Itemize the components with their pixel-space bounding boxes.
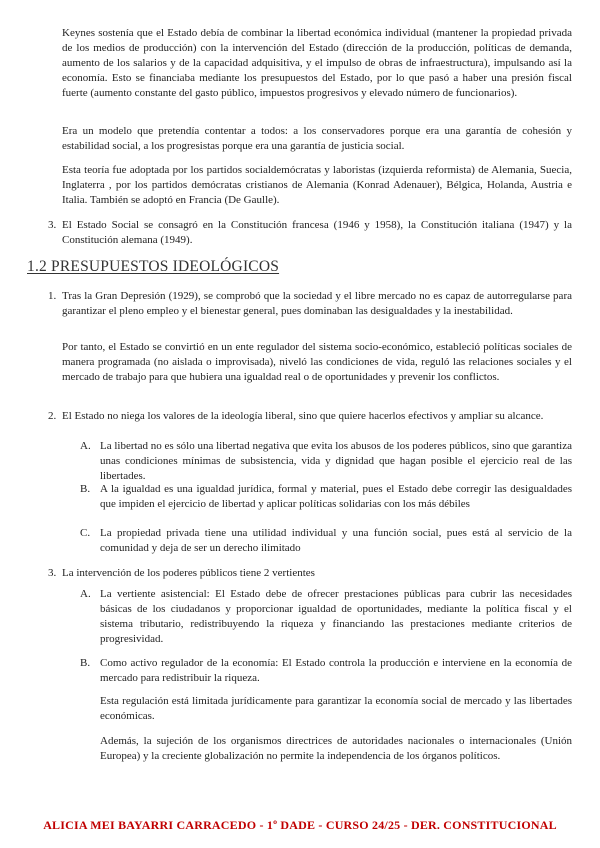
sub-letter: C. xyxy=(80,527,91,539)
keynes-paragraph: Keynes sostenía que el Estado debía de combinar la libertad económica individual (mantener la propiedad privada de los medios de producción) con la intervención del Estado (dirección de la producción, políticas de demanda, aumento de los salarios y de la capacidad adquisitiva, y el impulso de obras de infraestructura), impulsando así la economía. Esto se financiaba mediante los presupuestos del Estado, por lo que pasó a haber una presión fiscal fuerte (aumento constante del gasto público, impuestos progresivos y elevado número de funcionarios). xyxy=(62,27,572,99)
subjection-paragraph: Además, la sujeción de los organismos directrices de autoridades nacionales o internacionales (Unión Europea) y la creciente globalización no permite la independencia de los órganos políticos. xyxy=(100,735,572,762)
section-heading: 1.2 PRESUPUESTOS IDEOLÓGICOS xyxy=(27,258,280,275)
assistance-sub-item: La vertiente asistencial: El Estado debe de ofrecer prestaciones públicas para cubrir las necesidades básicas de los ciudadanos y proporcionar igualdad de oportunidades, mediante la política fiscal y el sistema tributario, redistribuyendo la riqueza y financiando las prestaciones mediante criterios de progresividad. xyxy=(100,588,572,645)
regulator-paragraph: Por tanto, el Estado se convirtió en un ente regulador del sistema socio-económico, estableció políticas sociales de manera programada (no aislada o improvisada), niveló las condiciones de vida, reguló las relaciones sociales y el mercado de trabajo para que hubiera una igualdad real o de oportunidades y prevenir los conflictos. xyxy=(62,341,572,383)
list-number: 1. xyxy=(48,290,57,302)
property-sub-item: La propiedad privada tiene una utilidad individual y una función social, pues está al servicio de la comunidad y deja de ser un derecho ilimitado xyxy=(100,527,572,554)
equality-sub-item: A la igualdad es una igualdad jurídica, formal y material, pues el Estado debe corregir las desigualdades que impiden el ejercicio de libertad y aplicar políticas solidarias con los más débiles xyxy=(100,483,572,510)
model-paragraph: Era un modelo que pretendía contentar a todos: a los conservadores porque era una garantía de cohesión y estabilidad social, a los progresistas porque era una garantía de justicia social. xyxy=(62,125,572,152)
liberty-sub-item: La libertad no es sólo una libertad negativa que evita los abusos de los poderes públicos, sino que garantiza unas condiciones mínimas de subsistencia, vida y dignidad que hagan posible el ejercicio real de las libertades. xyxy=(100,440,572,482)
list-number: 3. xyxy=(48,567,57,579)
sub-letter: B. xyxy=(80,657,91,669)
page-footer: ALICIA MEI BAYARRI CARRACEDO - 1º DADE - CURSO 24/25 - DER. CONSTITUCIONAL xyxy=(43,818,557,832)
intervention-item-text: La intervención de los poderes públicos tiene 2 vertientes xyxy=(62,567,315,579)
depression-item-text: Tras la Gran Depresión (1929), se comprobó que la sociedad y el libre mercado no es capaz de autorregularse para garantizar el pleno empleo y el bienestar general, pues dominaban las desigualdades y la inestabilidad. xyxy=(62,290,572,317)
list-number: 3. xyxy=(48,219,57,231)
sub-letter: B. xyxy=(80,483,91,495)
sub-letter: A. xyxy=(80,440,91,452)
liberal-values-item-text: El Estado no niega los valores de la ideología liberal, sino que quiere hacerlos efectivos y ampliar su alcance. xyxy=(62,410,544,422)
regulator-sub-item: Como activo regulador de la economía: El Estado controla la producción e interviene en la economía de mercado para redistribuir la riqueza. xyxy=(100,657,572,684)
sub-letter: A. xyxy=(80,588,91,600)
list-number: 2. xyxy=(48,410,57,422)
adoption-paragraph: Esta teoría fue adoptada por los partidos socialdemócratas y laboristas (izquierda reformista) de Alemania, Suecia, Inglaterra , por los partidos demócratas cristianos de Alemania (Konrad Adenauer), Bélgica, Holanda, Austria e Italia. También se adoptó en Francia (De Gaulle). xyxy=(62,164,572,206)
constitution-item-text: El Estado Social se consagró en la Constitución francesa (1946 y 1958), la Constitución italiana (1947) y la Constitución alemana (1949). xyxy=(62,219,572,246)
regulation-limit-paragraph: Esta regulación está limitada jurídicamente para garantizar la economía social de mercado y las libertades económicas. xyxy=(100,695,572,722)
